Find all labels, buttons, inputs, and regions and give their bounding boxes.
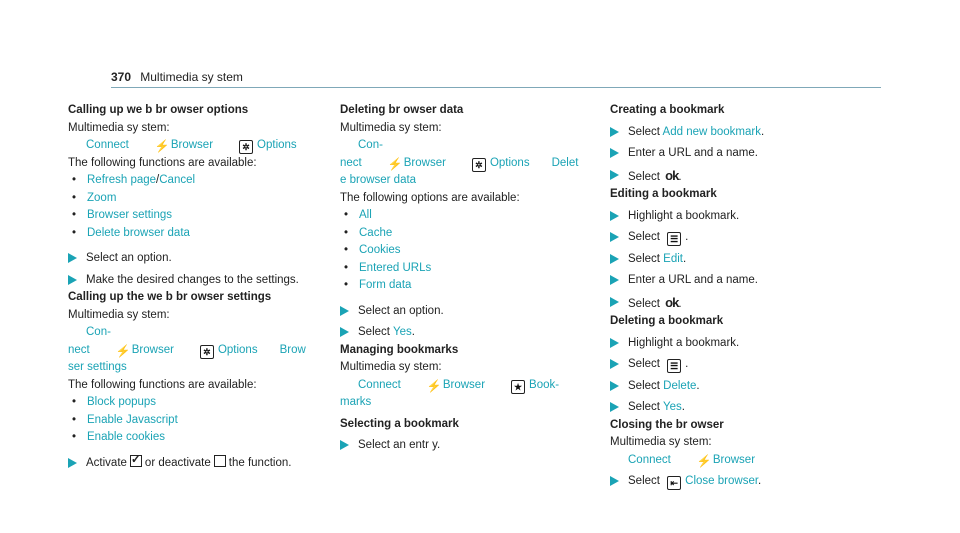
step: Select ⇤ Close browser. [610,473,870,491]
step [610,208,870,226]
delete-browser-data-link[interactable]: Delete browser data [87,226,190,239]
zoom-link[interactable]: Zoom [87,191,117,204]
entered-urls-link[interactable]: Entered URLs [359,261,432,274]
arrow-icon [610,211,619,221]
arrow-icon [610,338,619,348]
step-text: Select [358,326,390,338]
step-text: Select [628,379,660,392]
arrow-icon [610,148,619,158]
browser-settings-link[interactable]: Browser settings [87,209,173,221]
step: Select Add new bookmark. [610,124,870,142]
path-browser-settings[interactable]: ser settings [68,361,127,373]
arrow-icon [340,327,349,337]
section-title: Calling up we b br owser options [68,104,249,116]
path-browser[interactable]: Browser [403,156,446,169]
gear-icon: ✲ [472,158,486,172]
ok-icon: ok [665,167,679,183]
arrow-icon [68,253,77,263]
step-text: Select [628,252,660,265]
path-browser-settings[interactable]: Brow [279,343,306,356]
path-connect[interactable]: nect [340,156,362,169]
exit-icon: ⇤ [667,476,681,490]
path-connect[interactable]: Connect [628,453,671,466]
system-label: Multimedia sy stem: [610,436,712,448]
delete-link[interactable]: Delete [663,379,697,392]
list-item [68,394,318,412]
path-connect[interactable]: Con- [86,326,111,338]
section-title: Managing bookmarks [340,343,459,356]
gear-icon: ✲ [200,345,214,359]
step: Select ☰ . [610,356,870,374]
step [68,272,318,290]
menu-path [68,359,318,377]
step-text: Select [628,401,660,413]
section-title: Calling up the we b br owser settings [68,291,272,303]
arrow-icon [68,275,77,285]
path-bookmarks[interactable]: marks [340,396,372,408]
enable-cookies-link[interactable]: Enable cookies [87,431,165,443]
step [68,455,318,473]
edit-link[interactable]: Edit [663,252,683,265]
yes-link[interactable]: Yes [662,401,682,413]
path-delete-browser-data[interactable]: Delet [551,156,579,169]
menu-path [68,342,318,360]
arrow-icon [340,306,349,316]
system-label: Multimedia sy stem: [68,121,170,134]
step-text: Highlight a bookmark. [628,209,740,222]
step: Select Yes. [610,399,870,417]
step-text: Enter a URL and a name. [628,147,758,159]
step-text: or deactivate [144,456,211,469]
arrow-icon [610,359,619,369]
checked-box-icon [130,455,142,467]
step-text: Select [628,297,660,310]
column-1 [68,102,318,472]
path-connect[interactable]: Connect [86,139,129,151]
header-title: Multimedia sy stem [140,70,243,84]
menu-path [68,324,318,342]
star-icon: ★ [511,380,525,394]
menu-path [340,377,592,395]
list-item [340,277,592,295]
list-item [68,190,318,208]
step-text: Enter a URL and a name. [628,274,758,286]
cookies-link[interactable]: Cookies [359,244,401,256]
list-item [340,242,592,260]
arrow-icon [610,476,619,486]
header-rule [111,87,881,88]
list-item [68,207,318,225]
globe-icon: ⚡ [115,343,131,358]
block-popups-link[interactable]: Block popups [87,396,157,408]
separator: / [156,174,160,186]
step-text: Select an option. [86,252,172,264]
arrow-icon [610,170,619,180]
step: Select Yes. [340,324,592,342]
globe-icon: ⚡ [154,139,170,153]
path-browser[interactable]: Browser [170,139,214,151]
list-item [340,207,592,225]
arrow-icon [610,297,619,307]
menu-path [68,137,318,155]
path-options[interactable]: Options [217,343,258,356]
step [610,335,870,353]
menu-path [340,137,592,155]
column-2 [340,102,592,455]
menu-path [610,452,870,470]
globe-icon: ⚡ [696,453,712,468]
step: Select ☰ . [610,229,870,247]
list-item [68,225,318,243]
step: Select Delete. [610,378,870,396]
arrow-icon [610,402,619,412]
arrow-icon [610,127,619,137]
unchecked-box-icon [214,455,226,467]
step-text: Make the desired changes to the settings. [86,273,299,286]
menu-list-icon: ☰ [667,359,681,373]
system-label: Multimedia sy stem: [68,308,170,321]
step-text: Select [628,358,660,370]
path-options[interactable]: Options [257,139,297,151]
path-browser[interactable]: Browser [442,378,486,391]
gear-icon: ✲ [239,140,253,154]
step [68,250,318,268]
step-text: the function. [228,456,292,469]
page-header [111,70,881,88]
step [610,145,870,163]
ok-icon: ok [665,294,679,310]
list-item [68,172,318,190]
step-text: Highlight a bookmark. [628,336,740,349]
step-text: Select an option. [358,304,444,317]
system-label: Multimedia sy stem: [340,121,442,134]
menu-path [340,394,592,412]
path-browser[interactable]: Browser [131,343,174,356]
step: Select ok. [610,167,870,187]
list-item [68,412,318,430]
step-text: Select [628,231,660,243]
arrow-icon [610,254,619,264]
system-label: Multimedia sy stem: [340,361,442,373]
column-3 [610,102,870,491]
step: Select Edit. [610,251,870,269]
options-intro: The following options are available: [340,191,520,204]
page-number: 370 [111,70,132,84]
path-bookmarks[interactable]: Book- [529,378,560,391]
cancel-link[interactable]: Cancel [159,174,196,186]
path-connect[interactable]: Con- [358,139,383,151]
close-browser-link[interactable]: Close browser [685,475,759,487]
step-text: Select an entr y. [358,439,441,451]
arrow-icon [610,275,619,285]
section-title: Editing a bookmark [610,188,717,200]
menu-path [340,172,592,190]
path-browser[interactable]: Browser [712,453,756,466]
menu-path [340,155,592,173]
arrow-icon [610,381,619,391]
list-item [68,429,318,447]
arrow-icon [610,232,619,242]
list-item [340,260,592,278]
list-item [340,225,592,243]
yes-link[interactable]: Yes [392,326,412,338]
arrow-icon [340,440,349,450]
step-text: Activate [86,456,127,469]
step-text: Select [628,170,660,183]
step-text: Select [628,475,660,487]
step [610,272,870,290]
section-title: Selecting a bookmark [340,417,459,430]
functions-intro: The following functions are available: [68,156,257,169]
arrow-icon [68,458,77,468]
section-title: Creating a bookmark [610,104,725,116]
step-text: Select [628,125,660,138]
step [340,303,592,321]
menu-list-icon: ☰ [667,232,681,246]
path-options[interactable]: Options [489,156,530,169]
enable-javascript-link[interactable]: Enable Javascript [87,413,178,426]
refresh-page-link[interactable]: Refresh page [87,174,157,186]
path-delete-browser-data[interactable]: e browser data [340,174,417,186]
section-title: Deleting a bookmark [610,315,724,327]
section-title: Deleting br owser data [340,104,464,116]
step [340,437,592,455]
section-title: Closing the br owser [610,418,724,431]
cache-link[interactable]: Cache [359,226,393,239]
add-new-bookmark-link[interactable]: Add new bookmark [662,125,761,138]
globe-icon: ⚡ [387,156,403,171]
step: Select ok. [610,294,870,314]
form-data-link[interactable]: Form data [359,279,412,291]
path-connect[interactable]: Connect [358,378,401,391]
functions-intro: The following functions are available: [68,378,257,391]
all-link[interactable]: All [359,209,372,221]
path-connect[interactable]: nect [68,343,90,356]
globe-icon: ⚡ [426,378,442,393]
